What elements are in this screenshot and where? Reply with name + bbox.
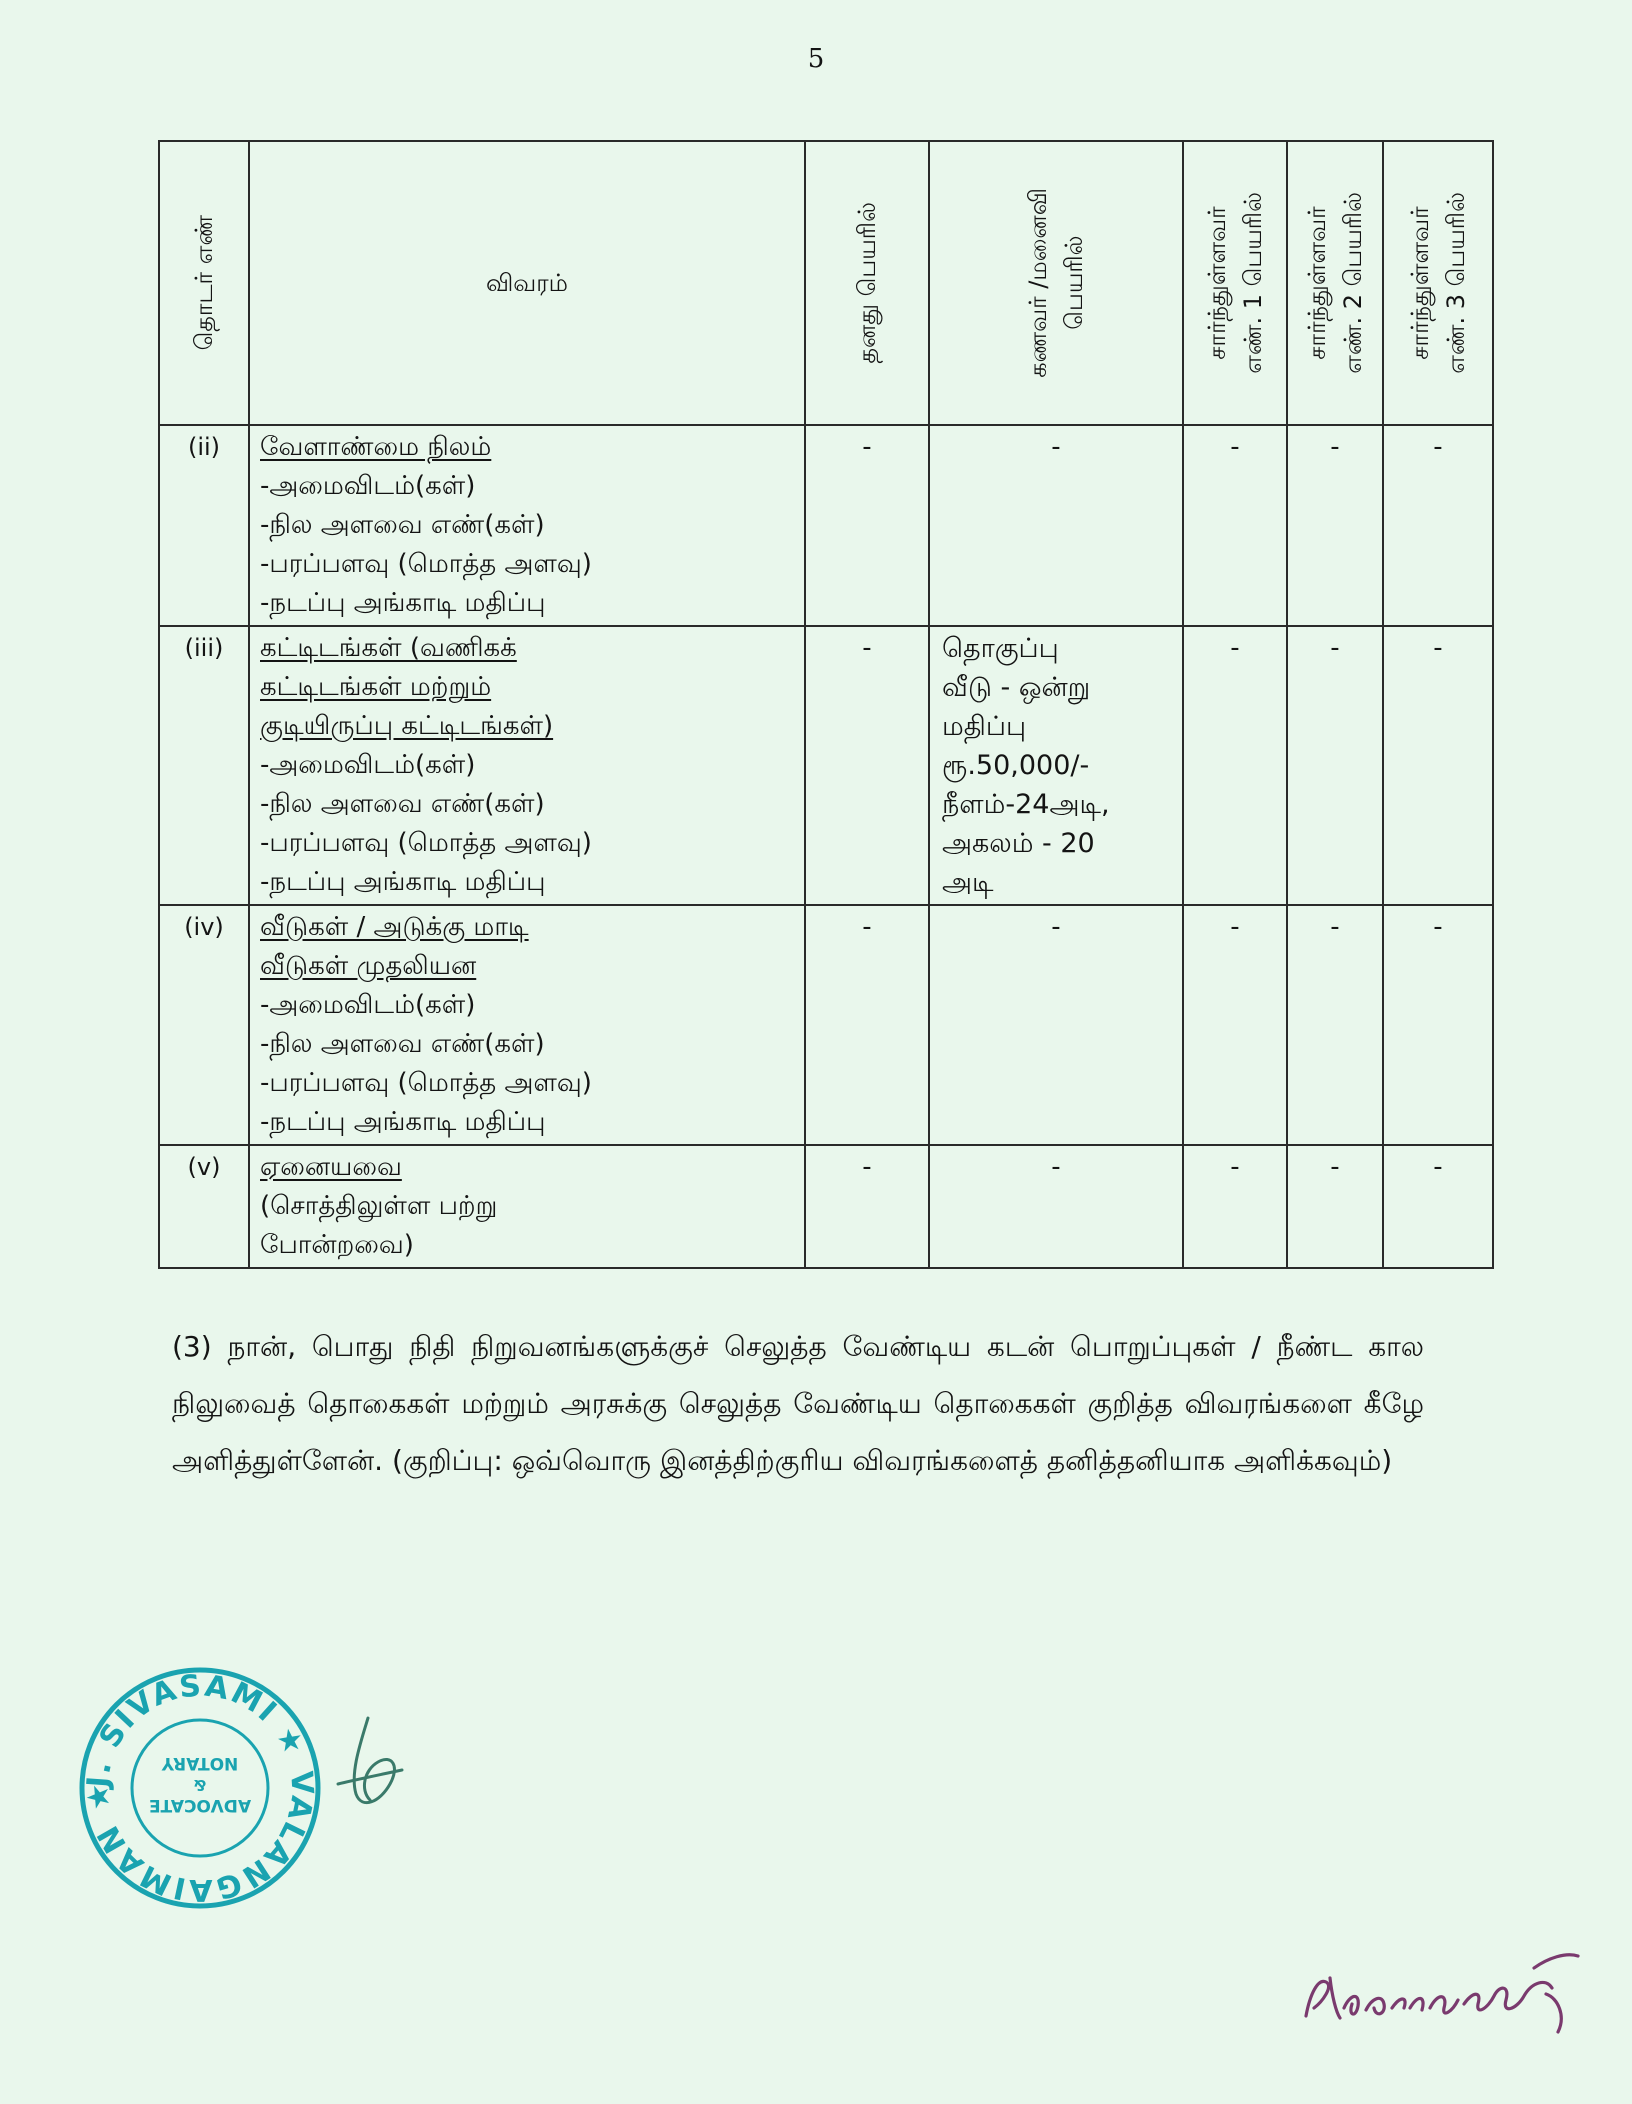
header-spouse: கணவர் /மனைவி பெயரில் — [929, 141, 1183, 425]
notary-stamp — [76, 1664, 324, 1912]
cell-dependent-2: - — [1287, 1145, 1383, 1268]
assets-table — [158, 140, 1494, 1269]
cell-self: - — [805, 425, 929, 626]
detail-item: -நில அளவை எண்(கள்) — [260, 789, 545, 819]
signature — [1296, 1938, 1586, 2038]
cell-dependent-1: - — [1183, 626, 1287, 905]
cell-spouse: - — [929, 905, 1183, 1145]
cell-self: - — [805, 905, 929, 1145]
stamp-ring-text: J. SIVASAMI ★ VALANGAIMAN ★ — [80, 1668, 320, 1908]
cell-self: - — [805, 626, 929, 905]
cell-dependent-1: - — [1183, 425, 1287, 626]
cell-spouse: - — [929, 1145, 1183, 1268]
row-title: வீடுகள் / அடுக்கு மாடி — [260, 912, 529, 942]
detail-item: போன்றவை) — [260, 1230, 414, 1260]
cell-dependent-3: - — [1383, 626, 1493, 905]
table-row — [159, 1145, 1493, 1268]
spouse-detail: வீடு - ஒன்று — [942, 672, 1091, 703]
cell-spouse: - — [929, 425, 1183, 626]
detail-item: -பரப்பளவு (மொத்த அளவு) — [260, 549, 592, 579]
cell-spouse — [929, 626, 1183, 905]
detail-item: -அமைவிடம்(கள்) — [260, 471, 476, 501]
row-title: கட்டிடங்கள் (வணிகக் — [260, 633, 517, 663]
header-dependent-2: சார்ந்துள்ளவர் எண். 2 பெயரில் — [1287, 141, 1383, 425]
cell-dependent-1: - — [1183, 905, 1287, 1145]
cell-self: - — [805, 1145, 929, 1268]
table-row — [159, 905, 1493, 1145]
row-details — [249, 905, 805, 1145]
header-dependent-3: சார்ந்துள்ளவர் எண். 3 பெயரில் — [1383, 141, 1493, 425]
detail-item: -நடப்பு அங்காடி மதிப்பு — [260, 588, 546, 618]
cell-dependent-3: - — [1383, 905, 1493, 1145]
spouse-detail: அடி — [942, 867, 994, 898]
row-details — [249, 626, 805, 905]
stamp-center-line: NOTARY — [161, 1753, 239, 1773]
header-serial: தொடர் எண் — [159, 141, 249, 425]
detail-item: -நடப்பு அங்காடி மதிப்பு — [260, 1107, 546, 1137]
detail-item: (சொத்திலுள்ள பற்று — [260, 1191, 498, 1221]
detail-item: -அமைவிடம்(கள்) — [260, 750, 476, 780]
detail-item: -பரப்பளவு (மொத்த அளவு) — [260, 1068, 592, 1098]
stamp-center-line: ADVOCATE — [148, 1795, 252, 1815]
header-self: தனது பெயரில் — [805, 141, 929, 425]
detail-item: -நில அளவை எண்(கள்) — [260, 510, 545, 540]
spouse-detail: நீளம்-24அடி, — [942, 789, 1110, 820]
notary-signature — [330, 1714, 410, 1814]
cell-dependent-3: - — [1383, 425, 1493, 626]
row-number: (iv) — [159, 905, 249, 1145]
table-row — [159, 626, 1493, 905]
row-details — [249, 1145, 805, 1268]
detail-item: -நடப்பு அங்காடி மதிப்பு — [260, 867, 546, 897]
row-title: ஏனையவை — [260, 1152, 402, 1182]
detail-item: -நில அளவை எண்(கள்) — [260, 1029, 545, 1059]
cell-dependent-1: - — [1183, 1145, 1287, 1268]
spouse-detail: மதிப்பு — [942, 711, 1027, 742]
detail-item: -பரப்பளவு (மொத்த அளவு) — [260, 828, 592, 858]
cell-dependent-2: - — [1287, 905, 1383, 1145]
row-details — [249, 425, 805, 626]
spouse-detail: அகலம் - 20 — [942, 828, 1095, 859]
stamp-center-line: & — [193, 1776, 207, 1794]
page-number: 5 — [807, 44, 825, 74]
liabilities-paragraph: (3) நான், பொது நிதி நிறுவனங்களுக்குச் செலுத்த வேண்டிய கடன் பொறுப்புகள் / நீண்ட கால நிலுவைத் தொகைகள் மற்றும் அரசுக்கு செலுத்த வேண்டிய தொகைகள் குறித்த விவரங்களை கீழே அளித்துள்ளேன். (குறிப்பு: ஒவ்வொரு இனத்திற்குரிய விவரங்களைத் தனித்தனியாக அளிக்கவும்) — [172, 1330, 1424, 1477]
row-title: வேளாண்மை நிலம் — [260, 432, 492, 462]
header-details: விவரம் — [249, 141, 805, 425]
table-header-row — [159, 141, 1493, 425]
cell-dependent-3: - — [1383, 1145, 1493, 1268]
header-dependent-1: சார்ந்துள்ளவர் எண். 1 பெயரில் — [1183, 141, 1287, 425]
row-number: (iii) — [159, 626, 249, 905]
spouse-detail: ரூ.50,000/- — [942, 750, 1090, 781]
row-title: கட்டிடங்கள் மற்றும் — [260, 672, 492, 702]
detail-item: -அமைவிடம்(கள்) — [260, 990, 476, 1020]
row-number: (v) — [159, 1145, 249, 1268]
table-row — [159, 425, 1493, 626]
cell-dependent-2: - — [1287, 425, 1383, 626]
spouse-detail: தொகுப்பு — [942, 633, 1059, 664]
row-title: வீடுகள் முதலியன — [260, 951, 477, 981]
row-title: குடியிருப்பு கட்டிடங்கள்) — [260, 711, 554, 741]
row-number: (ii) — [159, 425, 249, 626]
cell-dependent-2: - — [1287, 626, 1383, 905]
